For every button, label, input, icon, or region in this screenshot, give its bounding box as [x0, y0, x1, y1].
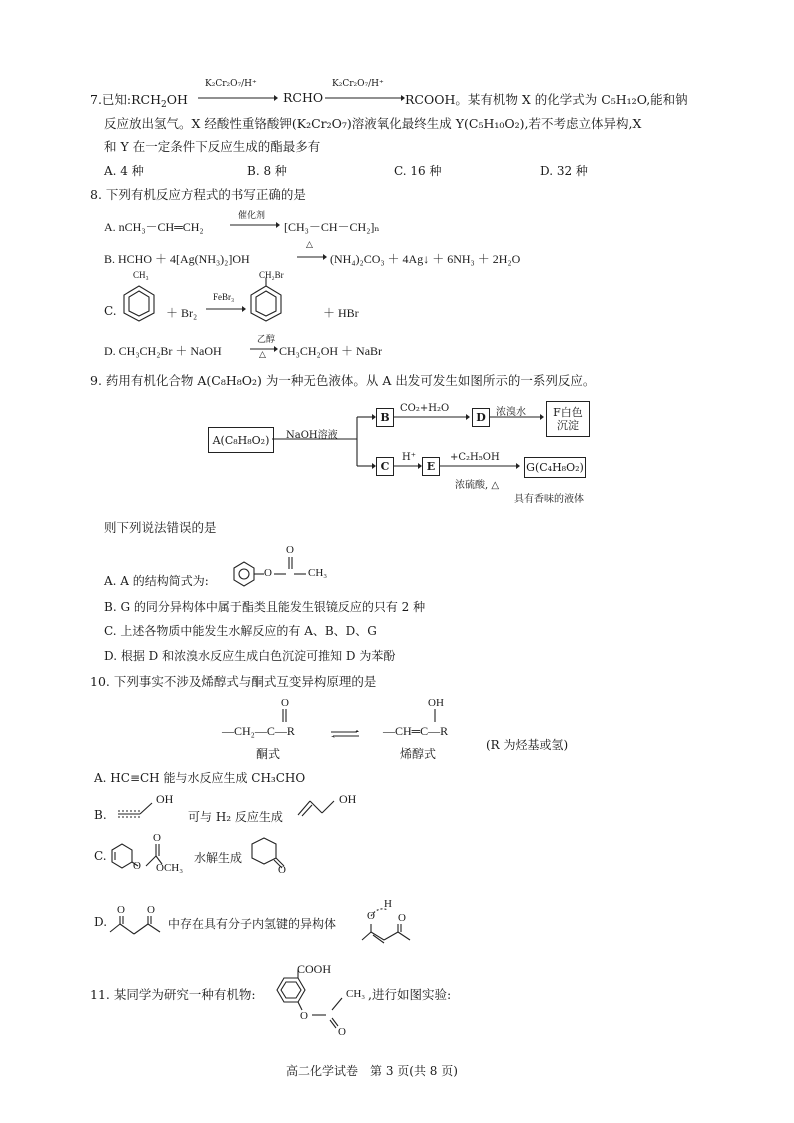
- q10-option-d-mid: 中存在具有分子内氢键的异构体: [168, 917, 337, 931]
- q8-option-c-label: C.: [104, 304, 117, 318]
- q7-reagent-2: K₂Cr₂O₇/H⁺: [332, 79, 384, 89]
- q9-stem: 9. 药用有机化合物 A(C₈H₈O₂) 为一种无色液体。从 A 出发可发生如图所示的一系列反应。: [90, 373, 596, 388]
- q11-o-ester: O: [300, 1010, 308, 1022]
- q10-keto-label: 酮式: [256, 747, 281, 761]
- q7-line2: 反应放出氢气。X 经酸性重铬酸钾(K₂Cr₂O₇)溶液氧化最终生成 Y(C₅H₁₀O₂),若不考虑立体异构,X: [104, 116, 642, 131]
- q7-option-c: C. 16 种: [394, 164, 442, 178]
- q10-keto-formula: —CH₂—C—R: [222, 724, 295, 738]
- q8-option-c-catalyst: FeBr₃: [213, 292, 235, 302]
- q10-d-o3: O: [367, 910, 375, 922]
- q9-g-note: 具有香味的液体: [514, 494, 584, 505]
- benzene-toluene-icon: [122, 284, 156, 322]
- q8-option-b-cond: △: [306, 240, 313, 250]
- q7-arrow-1: [198, 94, 278, 102]
- aspirin-structure-icon: [262, 970, 372, 1040]
- q10-b-oh1: OH: [156, 792, 174, 806]
- q10-option-c-label: C.: [94, 849, 107, 863]
- q7-line3: 和 Y 在一定条件下反应生成的酯最多有: [104, 139, 321, 154]
- q9-a-o-ring: O: [264, 567, 272, 579]
- q10-keto-o: O: [281, 697, 289, 709]
- q10-stem: 10. 下列事实不涉及烯醇式与酮式互变异构原理的是: [90, 674, 377, 689]
- q7-option-b: B. 8 种: [247, 164, 287, 178]
- q10-option-c-mid: 水解生成: [194, 851, 243, 865]
- q8-option-c-arrow: [206, 305, 246, 313]
- q8-option-c-ch3: CH₃: [133, 270, 149, 280]
- q9-option-a: A. A 的结构简式为:: [104, 574, 209, 588]
- q10-d-o4: O: [398, 912, 406, 924]
- q7-arrow-2: [325, 94, 405, 102]
- q10-d-o2: O: [147, 904, 155, 916]
- q10-enol-formula: —CH═C—R: [383, 724, 449, 738]
- q8-option-a-catalyst: 催化剂: [238, 211, 266, 221]
- q10-c-o-ketone: O: [278, 864, 286, 876]
- q10-note: (R 为烃基或氢): [486, 738, 569, 752]
- q8-option-c-hbr: ＋ HBr: [323, 306, 359, 320]
- acetylacetone-enol-icon: [360, 912, 420, 946]
- q9-box-f-text: F白色沉淀: [553, 406, 583, 432]
- q7-option-d: D. 32 种: [540, 164, 588, 178]
- q10-option-d-label: D.: [94, 915, 108, 929]
- q7-line1: 7.已知$:RCH_2OH$: [90, 92, 188, 110]
- q8-option-a-right: [CH₃－CH－CH₂]ₙ: [284, 220, 380, 234]
- q8-option-d-right: CH₃CH₂OH ＋ NaBr: [279, 344, 383, 358]
- q9-label-h2so4: 浓硫酸, △: [455, 480, 500, 491]
- q11-cooh: COOH: [297, 962, 332, 976]
- q9-label-co2: CO₂+H₂O: [400, 403, 450, 414]
- page-footer: 高二化学试卷 第 3 页(共 8 页): [286, 1064, 458, 1078]
- q10-d-o1: O: [117, 904, 125, 916]
- q9-label-hplus: H⁺: [402, 452, 416, 463]
- q9-box-f: [546, 401, 590, 437]
- q8-option-b: B. HCHO ＋ 4[Ag(NH₃)₂]OH: [104, 252, 250, 266]
- q9-a-o-carbonyl: O: [286, 544, 294, 556]
- q8-option-d-top: 乙醇: [257, 335, 276, 345]
- q9-option-b: B. G 的同分异构体中属于酯类且能发生银镜反应的只有 2 种: [104, 600, 426, 614]
- q7-option-a: A. 4 种: [104, 164, 144, 178]
- allyl-alcohol-icon: [298, 795, 342, 819]
- q10-equilibrium-arrows: [331, 729, 359, 739]
- q9-ask: 则下列说法错误的是: [104, 520, 217, 535]
- q10-enol-single-bond: [433, 709, 439, 723]
- q11-stem-b: ,进行如图实验:: [368, 987, 452, 1002]
- q10-c-o-carbonyl: O: [153, 832, 161, 844]
- q10-enol-label: 烯醇式: [400, 747, 437, 761]
- q10-c-och3: OCH₃: [156, 862, 184, 874]
- q7-reagent-1: K₂Cr₂O₇/H⁺: [205, 79, 257, 89]
- q8-option-d-bottom: △: [259, 350, 266, 360]
- q9-box-c: C: [376, 457, 394, 476]
- q8-option-a-left: A. nCH₃－CH═CH₂: [104, 220, 204, 234]
- q7-line1-rest: RCOOH。某有机物 X 的化学式为 C₅H₁₂O,能和钠: [405, 92, 688, 107]
- q10-b-oh2: OH: [339, 792, 357, 806]
- q10-keto-double-bond: [281, 709, 289, 723]
- q8-stem: 8. 下列有机反应方程式的书写正确的是: [90, 187, 306, 202]
- q9-box-e: E: [422, 457, 440, 476]
- q11-ch3: CH₃: [346, 988, 366, 1000]
- q10-option-a: A. HC≡CH 能与水反应生成 CH₃CHO: [94, 771, 306, 785]
- q10-d-h: H: [384, 898, 392, 910]
- q9-option-d: D. 根据 D 和浓溴水反应生成白色沉淀可推知 D 为苯酚: [104, 649, 396, 663]
- q9-a-ch3: CH₃: [308, 567, 328, 579]
- q10-option-b-mid: 可与 H₂ 反应生成: [188, 810, 283, 824]
- q11-stem-a: 11. 某同学为研究一种有机物:: [90, 987, 256, 1002]
- acetylacetone-keto-icon: [108, 914, 164, 940]
- q9-label-ethanol: +C₂H₅OH: [450, 452, 500, 463]
- q8-option-c-br2: ＋ Br₂: [166, 306, 198, 320]
- q8-option-b-arrow: [297, 253, 327, 261]
- q10-enol-oh: OH: [428, 697, 444, 709]
- q8-option-d-left: D. CH₃CH₂Br ＋ NaOH: [104, 344, 222, 358]
- q9-label-naoh: NaOH溶液: [286, 430, 338, 441]
- q9-label-brwater: 浓溴水: [496, 407, 526, 418]
- q8-option-c-ch2br: CH₂Br: [259, 270, 284, 280]
- q11-o-carbonyl: O: [338, 1026, 346, 1038]
- benzene-benzyl-bromide-icon: [249, 284, 283, 322]
- q9-option-c: C. 上述各物质中能发生水解反应的有 A、B、D、G: [104, 624, 377, 638]
- q7-rcho: RCHO: [283, 90, 324, 105]
- q9-box-d: D: [472, 408, 490, 427]
- q10-c-o-ester: O: [133, 860, 141, 872]
- q9-box-g: G(C₄H₈O₂): [524, 457, 586, 478]
- q9-box-a: A(C₈H₈O₂): [208, 427, 274, 453]
- q8-option-b-right: (NH₄)₂CO₃ ＋ 4Ag↓ ＋ 6NH₃ ＋ 2H₂O: [330, 252, 521, 266]
- q8-option-a-arrow: [230, 221, 280, 229]
- q9-box-b: B: [376, 408, 394, 427]
- q10-option-b-label: B.: [94, 808, 107, 822]
